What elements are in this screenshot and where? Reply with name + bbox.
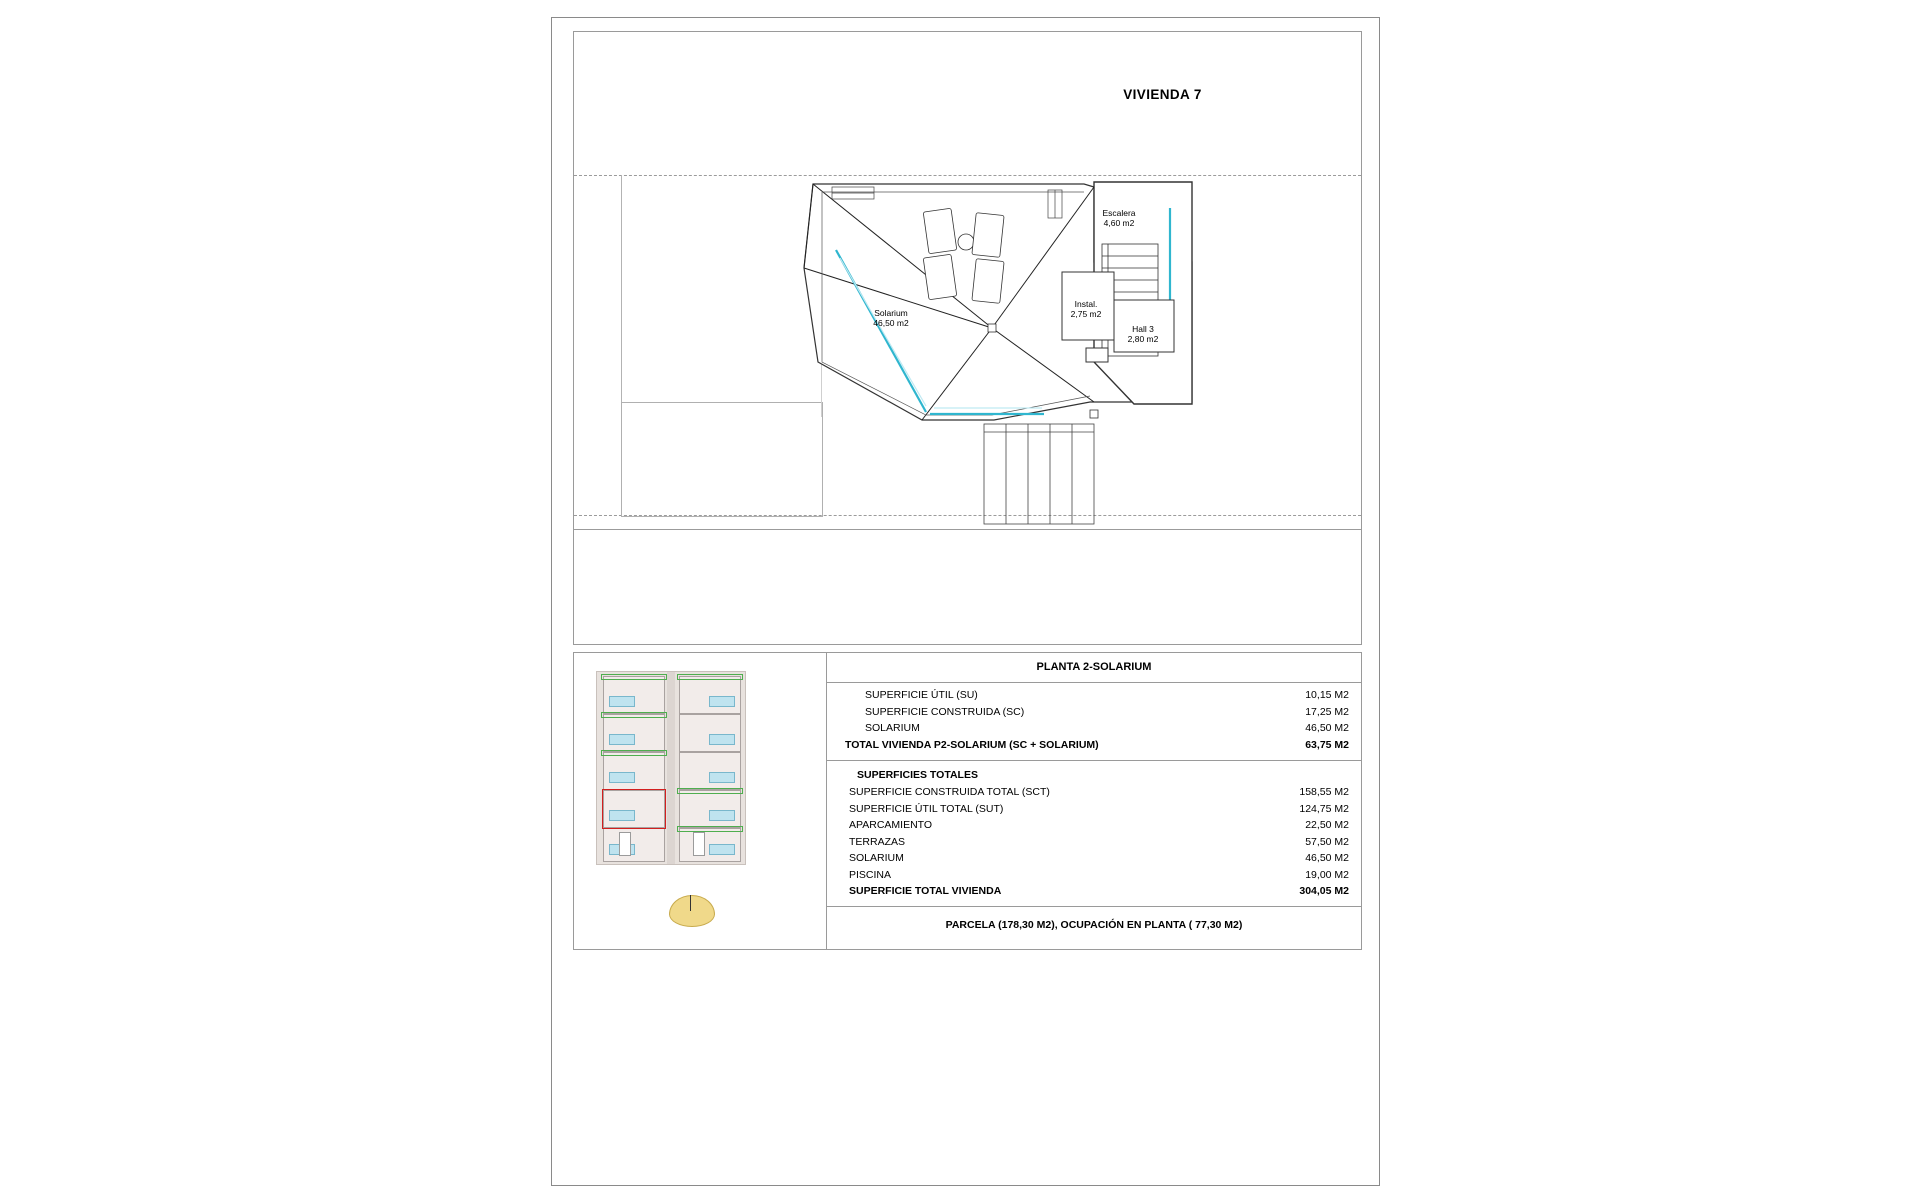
- table-row: SOLARIUM 46,50 M2: [865, 722, 1349, 734]
- pool: [709, 772, 735, 783]
- highlighted-unit-vivienda-7: [602, 789, 666, 829]
- pool: [609, 772, 635, 783]
- table-row: APARCAMIENTO 22,50 M2: [849, 819, 1349, 831]
- unit-block: [679, 676, 741, 714]
- table-row: TERRAZAS 57,50 M2: [849, 835, 1349, 848]
- table-row: SUPERFICIE ÚTIL (SU) 10,15 M2: [865, 689, 1349, 701]
- solarium-plan-geometry: [574, 32, 1361, 644]
- table-row: SOLARIUM 46,50 M2: [849, 852, 1349, 864]
- table-subtitle: SUPERFICIES TOTALES: [857, 769, 978, 781]
- pool: [709, 844, 735, 855]
- pool: [709, 696, 735, 707]
- table-row: SUPERFICIE ÚTIL TOTAL (SUT) 124,75 M2: [849, 802, 1349, 815]
- table-row: SUPERFICIE CONSTRUIDA (SC) 17,25 M2: [865, 705, 1349, 718]
- unit-block: [679, 752, 741, 790]
- areas-table: [826, 652, 1362, 950]
- pool: [609, 696, 635, 707]
- page-title: VIVIENDA 7: [1123, 87, 1202, 102]
- room-label-escalera: Escalera 4,60 m2: [1102, 208, 1136, 228]
- key-plan-frame: [573, 652, 828, 950]
- unit-block: [603, 676, 665, 714]
- room-label-solarium: Solarium 46,50 m2: [873, 308, 909, 328]
- garden-strip: [601, 674, 667, 680]
- unit-block: [679, 790, 741, 828]
- table-title: PLANTA 2-SOLARIUM: [1036, 661, 1152, 673]
- parking-space: [619, 832, 631, 856]
- garden-strip: [601, 750, 667, 756]
- garden-strip: [677, 826, 743, 832]
- unit-block: [679, 714, 741, 752]
- room-label-hall3: Hall 3 2,80 m2: [1127, 324, 1159, 344]
- table-row: PISCINA 19,00 M2: [849, 868, 1349, 881]
- unit-block: [603, 714, 665, 752]
- sheet-bottom-band: [573, 652, 1360, 1170]
- north-compass-icon: [669, 891, 715, 929]
- floor-plan-frame: [573, 31, 1362, 645]
- site-key-plan: [596, 671, 746, 865]
- central-path: [667, 672, 675, 864]
- drawing-sheet: [551, 17, 1380, 1186]
- parking-space: [693, 832, 705, 856]
- garden-strip: [677, 674, 743, 680]
- pool: [709, 734, 735, 745]
- pool: [709, 810, 735, 821]
- table-row-total: TOTAL VIVIENDA P2-SOLARIUM (SC + SOLARIUM) 63,75 M2: [845, 738, 1349, 751]
- parcela-note: PARCELA (178,30 M2), OCUPACIÓN EN PLANTA ( 77,30 M2): [945, 918, 1243, 931]
- table-row: SUPERFICIE CONSTRUIDA TOTAL (SCT) 158,55 M2: [849, 786, 1349, 798]
- room-label-instal: Instal. 2,75 m2: [1070, 299, 1102, 319]
- table-block-planta2: [827, 683, 1361, 760]
- unit-block: [603, 752, 665, 790]
- pool: [609, 734, 635, 745]
- table-row-total: SUPERFICIE TOTAL VIVIENDA 304,05 M2: [849, 885, 1349, 897]
- table-block-totales: [827, 761, 1361, 906]
- garden-strip: [677, 788, 743, 794]
- garden-strip: [601, 712, 667, 718]
